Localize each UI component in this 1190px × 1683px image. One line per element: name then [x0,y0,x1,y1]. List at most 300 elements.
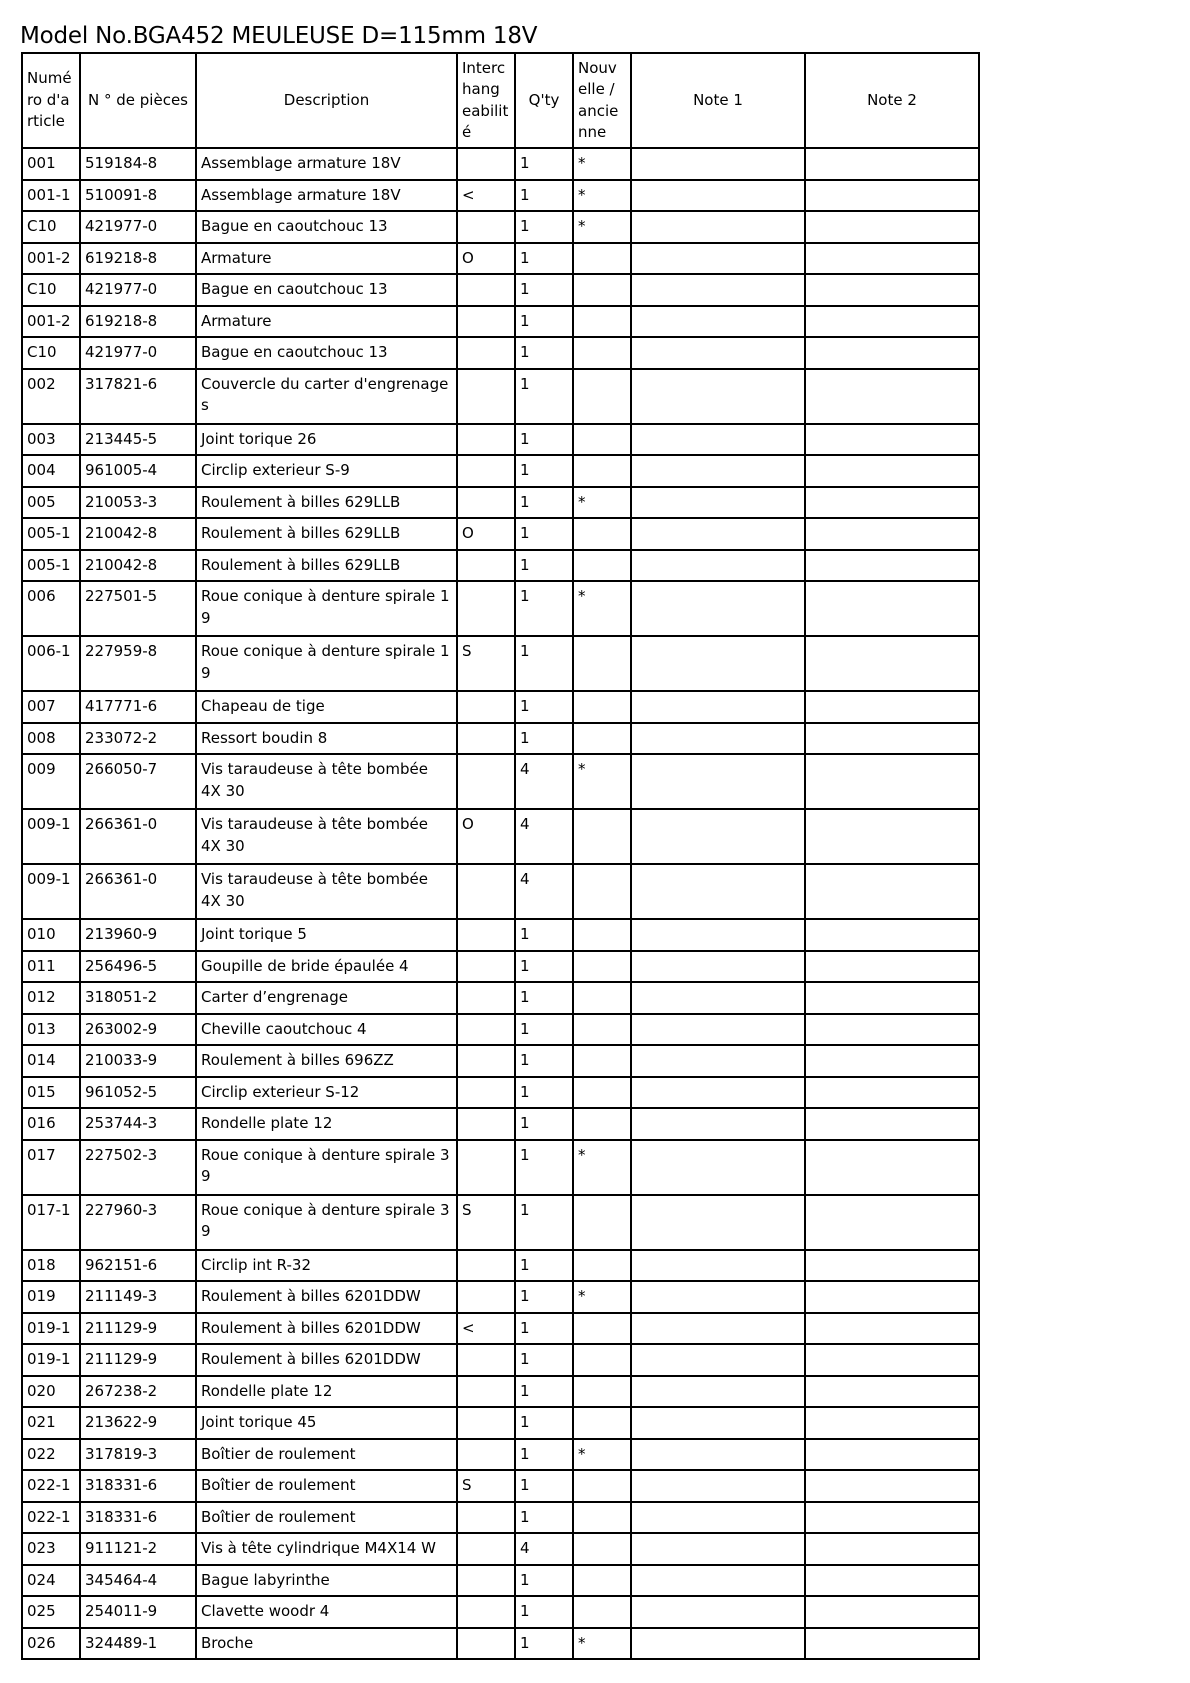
cell-item-no: 004 [22,455,80,487]
cell-description: Assemblage armature 18V [196,180,457,212]
cell-interchangeability [457,1565,515,1597]
table-row [22,1045,979,1077]
cell-note1 [631,369,805,424]
cell-new-old: * [573,180,631,212]
cell-qty: 4 [515,809,573,864]
cell-description: Roue conique à denture spirale 3 9 [196,1140,457,1195]
cell-item-no: C10 [22,337,80,369]
cell-note2 [805,951,979,983]
cell-note2 [805,636,979,691]
cell-description: Roulement à billes 629LLB [196,487,457,519]
cell-description: Joint torique 26 [196,424,457,456]
cell-interchangeability [457,1502,515,1534]
cell-note2 [805,1565,979,1597]
table-row [22,919,979,951]
cell-note1 [631,1502,805,1534]
cell-note1 [631,723,805,755]
cell-note1 [631,306,805,338]
cell-note2 [805,337,979,369]
cell-note1 [631,148,805,180]
cell-interchangeability [457,487,515,519]
cell-note1 [631,1376,805,1408]
table-row [22,1439,979,1471]
cell-note1 [631,982,805,1014]
cell-part-no: 962151-6 [80,1250,196,1282]
header-qty: Q'ty [515,53,573,148]
cell-item-no: 010 [22,919,80,951]
cell-interchangeability [457,1140,515,1195]
cell-qty: 1 [515,1313,573,1345]
cell-note2 [805,1344,979,1376]
header-new-old: Nouv elle / ancie nne [573,53,631,148]
cell-new-old [573,1596,631,1628]
cell-item-no: 002 [22,369,80,424]
cell-interchangeability [457,1045,515,1077]
cell-item-no: 019-1 [22,1313,80,1345]
cell-part-no: 211129-9 [80,1313,196,1345]
cell-interchangeability [457,211,515,243]
table-row [22,518,979,550]
cell-description: Roulement à billes 6201DDW [196,1281,457,1313]
parts-table [21,52,980,1660]
cell-part-no: 211129-9 [80,1344,196,1376]
header-item-no: Numé ro d'a rticle [22,53,80,148]
cell-item-no: 017-1 [22,1195,80,1250]
cell-interchangeability [457,1533,515,1565]
cell-qty: 1 [515,1628,573,1660]
cell-note1 [631,919,805,951]
table-header [22,53,979,148]
cell-note1 [631,455,805,487]
cell-new-old: * [573,581,631,636]
cell-interchangeability [457,1628,515,1660]
cell-note2 [805,919,979,951]
cell-note2 [805,1313,979,1345]
cell-part-no: 213445-5 [80,424,196,456]
cell-note1 [631,809,805,864]
cell-description: Boîtier de roulement [196,1470,457,1502]
cell-qty: 4 [515,864,573,919]
cell-new-old: * [573,754,631,809]
table-row [22,581,979,636]
cell-interchangeability [457,1376,515,1408]
cell-new-old [573,951,631,983]
cell-part-no: 324489-1 [80,1628,196,1660]
cell-interchangeability [457,148,515,180]
cell-note1 [631,1407,805,1439]
cell-qty: 1 [515,369,573,424]
cell-interchangeability: O [457,809,515,864]
cell-new-old [573,550,631,582]
table-body [22,148,979,1659]
cell-qty: 1 [515,1376,573,1408]
table-row [22,754,979,809]
cell-part-no: 227960-3 [80,1195,196,1250]
cell-part-no: 961005-4 [80,455,196,487]
cell-interchangeability: O [457,243,515,275]
cell-part-no: 266361-0 [80,809,196,864]
cell-note1 [631,691,805,723]
cell-qty: 1 [515,455,573,487]
table-row [22,1014,979,1046]
cell-description: Bague labyrinthe [196,1565,457,1597]
cell-new-old [573,919,631,951]
cell-new-old [573,369,631,424]
cell-interchangeability [457,1596,515,1628]
cell-new-old [573,809,631,864]
header-note1: Note 1 [631,53,805,148]
table-row [22,455,979,487]
cell-note1 [631,487,805,519]
cell-note2 [805,1140,979,1195]
cell-item-no: C10 [22,274,80,306]
cell-interchangeability [457,581,515,636]
cell-description: Roulement à billes 6201DDW [196,1344,457,1376]
cell-new-old [573,424,631,456]
cell-qty: 1 [515,636,573,691]
cell-note1 [631,1596,805,1628]
cell-qty: 1 [515,306,573,338]
table-row [22,180,979,212]
cell-note1 [631,1439,805,1471]
table-row [22,243,979,275]
cell-item-no: 020 [22,1376,80,1408]
cell-interchangeability [457,723,515,755]
cell-part-no: 254011-9 [80,1596,196,1628]
cell-interchangeability [457,1407,515,1439]
cell-description: Roulement à billes 629LLB [196,550,457,582]
cell-item-no: 022 [22,1439,80,1471]
table-row [22,550,979,582]
cell-description: Roue conique à denture spirale 1 9 [196,636,457,691]
cell-part-no: 421977-0 [80,337,196,369]
cell-item-no: 003 [22,424,80,456]
cell-part-no: 619218-8 [80,243,196,275]
cell-description: Goupille de bride épaulée 4 [196,951,457,983]
cell-description: Cheville caoutchouc 4 [196,1014,457,1046]
cell-qty: 1 [515,919,573,951]
cell-note2 [805,1376,979,1408]
table-row [22,1502,979,1534]
cell-qty: 1 [515,982,573,1014]
table-row [22,691,979,723]
cell-part-no: 619218-8 [80,306,196,338]
cell-qty: 1 [515,518,573,550]
table-row [22,1250,979,1282]
cell-item-no: 005 [22,487,80,519]
cell-part-no: 421977-0 [80,274,196,306]
cell-item-no: 006-1 [22,636,80,691]
cell-description: Circlip int R-32 [196,1250,457,1282]
cell-description: Clavette woodr 4 [196,1596,457,1628]
cell-new-old: * [573,1281,631,1313]
cell-part-no: 227502-3 [80,1140,196,1195]
cell-new-old: * [573,1439,631,1471]
table-row [22,148,979,180]
cell-qty: 1 [515,1407,573,1439]
cell-new-old [573,306,631,338]
cell-description: Boîtier de roulement [196,1502,457,1534]
cell-item-no: C10 [22,211,80,243]
cell-part-no: 318051-2 [80,982,196,1014]
cell-new-old [573,1533,631,1565]
cell-note2 [805,1250,979,1282]
cell-note1 [631,550,805,582]
cell-new-old: * [573,211,631,243]
cell-note2 [805,1596,979,1628]
cell-qty: 1 [515,1077,573,1109]
cell-qty: 1 [515,1281,573,1313]
cell-part-no: 318331-6 [80,1502,196,1534]
cell-new-old [573,1108,631,1140]
cell-note1 [631,1195,805,1250]
cell-part-no: 417771-6 [80,691,196,723]
cell-qty: 1 [515,1195,573,1250]
cell-part-no: 233072-2 [80,723,196,755]
cell-new-old: * [573,148,631,180]
table-row [22,723,979,755]
cell-interchangeability [457,1014,515,1046]
cell-item-no: 021 [22,1407,80,1439]
cell-note1 [631,1014,805,1046]
cell-interchangeability: S [457,1470,515,1502]
cell-note2 [805,424,979,456]
cell-note1 [631,1250,805,1282]
table-row [22,1628,979,1660]
cell-item-no: 001-1 [22,180,80,212]
cell-part-no: 317821-6 [80,369,196,424]
cell-interchangeability [457,1077,515,1109]
cell-item-no: 025 [22,1596,80,1628]
cell-qty: 1 [515,487,573,519]
cell-qty: 1 [515,180,573,212]
cell-note2 [805,691,979,723]
table-row [22,1533,979,1565]
cell-item-no: 008 [22,723,80,755]
cell-part-no: 263002-9 [80,1014,196,1046]
header-note2: Note 2 [805,53,979,148]
cell-description: Rondelle plate 12 [196,1108,457,1140]
cell-note2 [805,809,979,864]
cell-note2 [805,1077,979,1109]
cell-note2 [805,754,979,809]
cell-interchangeability: < [457,180,515,212]
cell-qty: 1 [515,1565,573,1597]
cell-new-old [573,636,631,691]
cell-item-no: 018 [22,1250,80,1282]
cell-new-old [573,1407,631,1439]
cell-interchangeability [457,864,515,919]
cell-interchangeability [457,951,515,983]
cell-new-old [573,518,631,550]
cell-note2 [805,550,979,582]
cell-item-no: 019 [22,1281,80,1313]
cell-qty: 1 [515,691,573,723]
cell-new-old [573,1077,631,1109]
cell-note2 [805,455,979,487]
cell-interchangeability [457,1439,515,1471]
cell-part-no: 256496-5 [80,951,196,983]
cell-qty: 1 [515,581,573,636]
cell-item-no: 001-2 [22,243,80,275]
cell-description: Carter d’engrenage [196,982,457,1014]
cell-item-no: 022-1 [22,1502,80,1534]
cell-interchangeability [457,1344,515,1376]
cell-item-no: 012 [22,982,80,1014]
cell-qty: 1 [515,723,573,755]
cell-description: Roue conique à denture spirale 3 9 [196,1195,457,1250]
cell-item-no: 009-1 [22,864,80,919]
cell-new-old [573,982,631,1014]
cell-item-no: 022-1 [22,1470,80,1502]
cell-item-no: 005-1 [22,518,80,550]
table-row [22,1313,979,1345]
cell-qty: 1 [515,1014,573,1046]
cell-new-old [573,1502,631,1534]
cell-part-no: 911121-2 [80,1533,196,1565]
cell-item-no: 015 [22,1077,80,1109]
cell-note2 [805,864,979,919]
cell-qty: 1 [515,211,573,243]
cell-interchangeability: O [457,518,515,550]
cell-part-no: 318331-6 [80,1470,196,1502]
table-row [22,424,979,456]
cell-description: Bague en caoutchouc 13 [196,337,457,369]
cell-new-old [573,1195,631,1250]
cell-new-old [573,1344,631,1376]
cell-description: Roulement à billes 629LLB [196,518,457,550]
cell-interchangeability [457,982,515,1014]
cell-note1 [631,636,805,691]
cell-new-old [573,1565,631,1597]
cell-item-no: 005-1 [22,550,80,582]
cell-new-old [573,723,631,755]
table-row [22,864,979,919]
cell-note1 [631,1628,805,1660]
cell-new-old [573,1014,631,1046]
cell-part-no: 266361-0 [80,864,196,919]
header-part-no: N ° de pièces [80,53,196,148]
cell-note1 [631,518,805,550]
cell-description: Roulement à billes 696ZZ [196,1045,457,1077]
cell-item-no: 014 [22,1045,80,1077]
cell-description: Joint torique 5 [196,919,457,951]
cell-new-old [573,1045,631,1077]
cell-note1 [631,951,805,983]
cell-new-old [573,1250,631,1282]
cell-note1 [631,864,805,919]
cell-item-no: 019-1 [22,1344,80,1376]
cell-note1 [631,1533,805,1565]
cell-note2 [805,518,979,550]
cell-note2 [805,1281,979,1313]
table-row [22,369,979,424]
cell-note2 [805,148,979,180]
cell-description: Armature [196,243,457,275]
header-row [22,53,979,148]
cell-note2 [805,1195,979,1250]
cell-note1 [631,1045,805,1077]
cell-qty: 1 [515,550,573,582]
cell-note1 [631,754,805,809]
cell-note2 [805,243,979,275]
table-row [22,1565,979,1597]
cell-description: Vis taraudeuse à tête bombée 4X 30 [196,864,457,919]
cell-interchangeability: < [457,1313,515,1345]
cell-interchangeability [457,1281,515,1313]
cell-note1 [631,180,805,212]
cell-note2 [805,581,979,636]
cell-description: Ressort boudin 8 [196,723,457,755]
table-row [22,1470,979,1502]
cell-item-no: 006 [22,581,80,636]
cell-interchangeability: S [457,636,515,691]
cell-new-old [573,455,631,487]
cell-description: Assemblage armature 18V [196,148,457,180]
cell-qty: 1 [515,1596,573,1628]
header-interchangeability: Interc hang eabilit é [457,53,515,148]
cell-part-no: 211149-3 [80,1281,196,1313]
cell-new-old [573,274,631,306]
table-row [22,211,979,243]
cell-qty: 1 [515,1439,573,1471]
cell-description: Circlip exterieur S-9 [196,455,457,487]
cell-part-no: 267238-2 [80,1376,196,1408]
cell-new-old [573,1470,631,1502]
table-row [22,809,979,864]
cell-part-no: 227501-5 [80,581,196,636]
table-row [22,1140,979,1195]
table-row [22,1108,979,1140]
cell-item-no: 013 [22,1014,80,1046]
cell-note2 [805,1108,979,1140]
cell-note2 [805,1502,979,1534]
cell-part-no: 519184-8 [80,148,196,180]
cell-note1 [631,1077,805,1109]
cell-qty: 1 [515,1470,573,1502]
cell-new-old [573,864,631,919]
cell-new-old [573,1376,631,1408]
cell-item-no: 026 [22,1628,80,1660]
cell-description: Chapeau de tige [196,691,457,723]
cell-new-old: * [573,1140,631,1195]
cell-description: Circlip exterieur S-12 [196,1077,457,1109]
table-row [22,951,979,983]
header-description: Description [196,53,457,148]
cell-item-no: 011 [22,951,80,983]
cell-qty: 4 [515,1533,573,1565]
cell-part-no: 317819-3 [80,1439,196,1471]
cell-part-no: 210042-8 [80,518,196,550]
table-row [22,1077,979,1109]
cell-part-no: 227959-8 [80,636,196,691]
cell-note2 [805,369,979,424]
cell-part-no: 210053-3 [80,487,196,519]
cell-note2 [805,1014,979,1046]
cell-part-no: 210033-9 [80,1045,196,1077]
cell-qty: 1 [515,243,573,275]
cell-qty: 1 [515,1250,573,1282]
cell-item-no: 009-1 [22,809,80,864]
cell-note1 [631,424,805,456]
cell-part-no: 961052-5 [80,1077,196,1109]
cell-description: Bague en caoutchouc 13 [196,274,457,306]
table-row [22,487,979,519]
cell-interchangeability [457,550,515,582]
cell-note2 [805,306,979,338]
table-row [22,306,979,338]
cell-note1 [631,1565,805,1597]
